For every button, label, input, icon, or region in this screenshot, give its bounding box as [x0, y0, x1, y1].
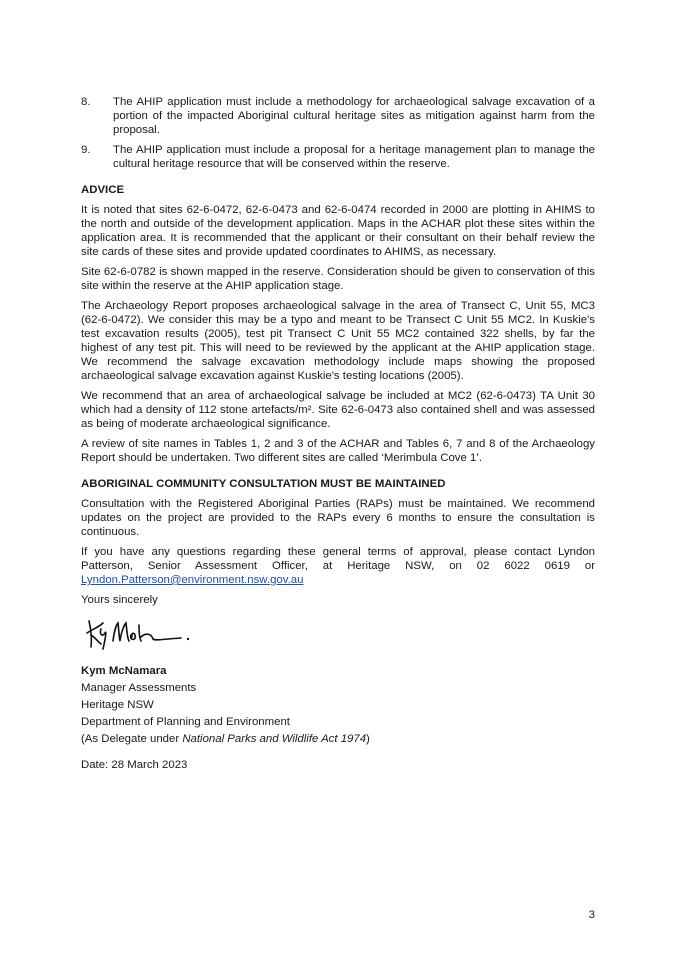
delegate-line — [81, 731, 595, 748]
delegate-suffix: ) — [366, 733, 370, 745]
condition-item — [81, 143, 595, 171]
condition-text: The AHIP application must include a methodology for archaeological salvage excavation of a portion of the impacted Aboriginal cultural heritage sites as mitigation against harm from the proposal. — [113, 96, 595, 136]
consultation-heading: ABORIGINAL COMMUNITY CONSULTATION MUST BE MAINTAINED — [81, 478, 446, 490]
condition-text: The AHIP application must include a proposal for a heritage management plan to manage the cultural heritage resource that will be conserved within the reserve. — [113, 144, 595, 170]
condition-item — [81, 95, 595, 137]
letter-date: Date: 28 March 2023 — [81, 759, 188, 771]
advice-paragraph: The Archaeology Report proposes archaeological salvage in the area of Transect C, Unit 55, MC3 (62-6-0472). We consider this may be a typo and meant to be Transect C Unit 55 MC2. In Kuskie's test excavation results (2005), test pit Transect C Unit 55 MC2 contained 322 shells, by far the highest of any test pit. This will need to be reviewed by the applicant at the AHIP application stage. We recommend the salvage excavation methodology include maps showing the proposed archaeological salvage excavation against Kuskie's testing locations (2005). — [81, 300, 595, 382]
advice-paragraph: A review of site names in Tables 1, 2 and 3 of the ACHAR and Tables 6, 7 and 8 of the Archaeology Report should be undertaken. Two different sites are called ‘Merimbula Cove 1’. — [81, 438, 595, 464]
advice-paragraph: We recommend that an area of archaeological salvage be included at MC2 (62-6-0473) TA Unit 30 which had a density of 112 stone artefacts/m². Site 62-6-0473 also contained shell and was assessed as being of moderate archaeological significance. — [81, 390, 595, 430]
advice-paragraph: It is noted that sites 62-6-0472, 62-6-0473 and 62-6-0474 recorded in 2000 are plotting in AHIMS to the north and outside of the development application. Maps in the ACHAR plot these sites within the application area. It is recommended that the applicant or their consultant on their behalf review the site cards of these sites and provide updated coordinates to AHIMS, as necessary. — [81, 204, 595, 258]
signer-name: Kym McNamara — [81, 665, 167, 677]
handwritten-signature — [83, 611, 203, 653]
condition-number: 9. — [81, 144, 91, 156]
letter-body — [81, 95, 595, 772]
page-number: 3 — [588, 909, 595, 921]
delegate-act: National Parks and Wildlife Act 1974 — [182, 733, 367, 745]
consultation-paragraph: Consultation with the Registered Aboriginal Parties (RAPs) must be maintained. We recommend updates on the project are provided to the RAPs every 6 months to ensure the consultation is continuous. — [81, 498, 595, 538]
contact-text: If you have any questions regarding these general terms of approval, please contact Lyndon Patterson, Senior Assessment Officer, at Heritage NSW, on 02 6022 0619 or — [81, 546, 595, 572]
condition-number: 8. — [81, 96, 91, 108]
signer-title: Manager Assessments — [81, 682, 197, 694]
advice-paragraph: Site 62-6-0782 is shown mapped in the reserve. Consideration should be given to conservation of this site within the reserve at the AHIP application stage. — [81, 266, 595, 292]
signature-block — [81, 593, 595, 772]
signer-organisation: Heritage NSW — [81, 699, 154, 711]
contact-paragraph — [81, 545, 595, 587]
delegate-prefix: (As Delegate under — [81, 733, 183, 745]
signer-details — [81, 663, 595, 748]
contact-email-link[interactable]: Lyndon.Patterson@environment.nsw.gov.au — [81, 574, 304, 586]
advice-heading: ADVICE — [81, 184, 125, 196]
signer-department: Department of Planning and Environment — [81, 716, 290, 728]
salutation: Yours sincerely — [81, 594, 158, 606]
